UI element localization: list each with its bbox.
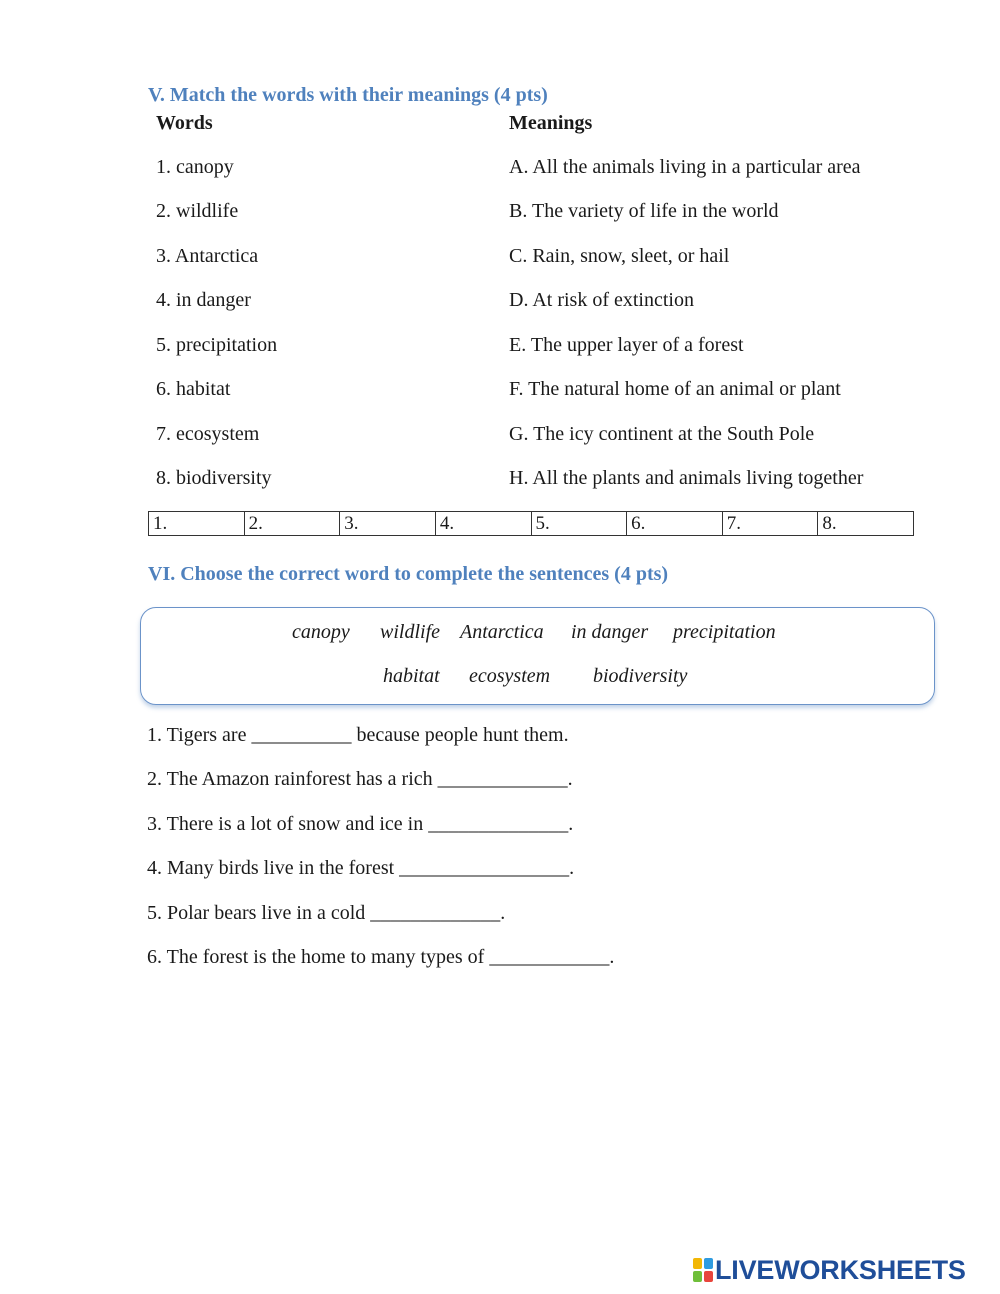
- words-header: Words: [156, 112, 213, 134]
- sentence-item[interactable]: 1. Tigers are __________ because people hunt them.: [147, 724, 569, 746]
- match-meaning: D. At risk of extinction: [509, 289, 694, 311]
- sentence-item[interactable]: 5. Polar bears live in a cold _____________.: [147, 902, 506, 924]
- match-meaning: F. The natural home of an animal or plant: [509, 378, 841, 400]
- match-row: [0, 334, 1000, 364]
- match-word: 1. canopy: [156, 156, 234, 178]
- match-meaning: C. Rain, snow, sleet, or hail: [509, 245, 730, 267]
- answer-cell-3[interactable]: 3.: [340, 512, 436, 536]
- word-bank-item: in danger: [571, 621, 649, 643]
- sentence-item[interactable]: 3. There is a lot of snow and ice in ______________.: [147, 813, 574, 835]
- sentence-item[interactable]: 4. Many birds live in the forest _________________.: [147, 857, 575, 879]
- match-word: 6. habitat: [156, 378, 231, 400]
- answer-cell-1[interactable]: 1.: [149, 512, 245, 536]
- word-bank-item: biodiversity: [593, 665, 688, 687]
- word-bank-item: ecosystem: [469, 665, 551, 687]
- match-row: [0, 245, 1000, 275]
- answer-cell-7[interactable]: 7.: [722, 512, 818, 536]
- word-bank-item: habitat: [383, 665, 440, 687]
- word-bank-item: canopy: [292, 621, 350, 643]
- match-meaning: A. All the animals living in a particular area: [509, 156, 861, 178]
- match-meaning: H. All the plants and animals living together: [509, 467, 864, 489]
- answer-cell-8[interactable]: 8.: [818, 512, 914, 536]
- match-word: 3. Antarctica: [156, 245, 259, 267]
- word-bank-box: [140, 607, 935, 705]
- word-bank-item: Antarctica: [460, 621, 544, 643]
- match-meaning: E. The upper layer of a forest: [509, 334, 744, 356]
- match-row: [0, 156, 1000, 186]
- answer-cell-5[interactable]: 5.: [531, 512, 627, 536]
- match-meaning: G. The icy continent at the South Pole: [509, 423, 815, 445]
- logo-mark-icon: [693, 1258, 713, 1282]
- section-vi-title: VI. Choose the correct word to complete the sentences (4 pts): [148, 563, 669, 585]
- match-row: [0, 378, 1000, 408]
- sentence-item[interactable]: 2. The Amazon rainforest has a rich _____________.: [147, 768, 573, 790]
- match-row: [0, 200, 1000, 230]
- match-word: 7. ecosystem: [156, 423, 260, 445]
- answer-cell-4[interactable]: 4.: [435, 512, 531, 536]
- sentence-item[interactable]: 6. The forest is the home to many types of ____________.: [147, 946, 615, 968]
- logo-text: LIVEWORKSHEETS: [715, 1254, 966, 1285]
- match-meaning: B. The variety of life in the world: [509, 200, 779, 222]
- match-row: [0, 289, 1000, 319]
- word-bank-item: wildlife: [380, 621, 440, 643]
- match-word: 4. in danger: [156, 289, 251, 311]
- match-word: 2. wildlife: [156, 200, 239, 222]
- match-row: [0, 423, 1000, 453]
- word-bank-item: precipitation: [673, 621, 776, 643]
- answer-cell-6[interactable]: 6.: [627, 512, 723, 536]
- liveworksheets-logo: [693, 1256, 966, 1284]
- answer-cell-2[interactable]: 2.: [244, 512, 340, 536]
- meanings-header: Meanings: [509, 112, 593, 134]
- match-word: 5. precipitation: [156, 334, 278, 356]
- section-v-title: V. Match the words with their meanings (4 pts): [148, 84, 548, 106]
- answer-table: [148, 511, 914, 536]
- match-word: 8. biodiversity: [156, 467, 272, 489]
- match-row: [0, 467, 1000, 497]
